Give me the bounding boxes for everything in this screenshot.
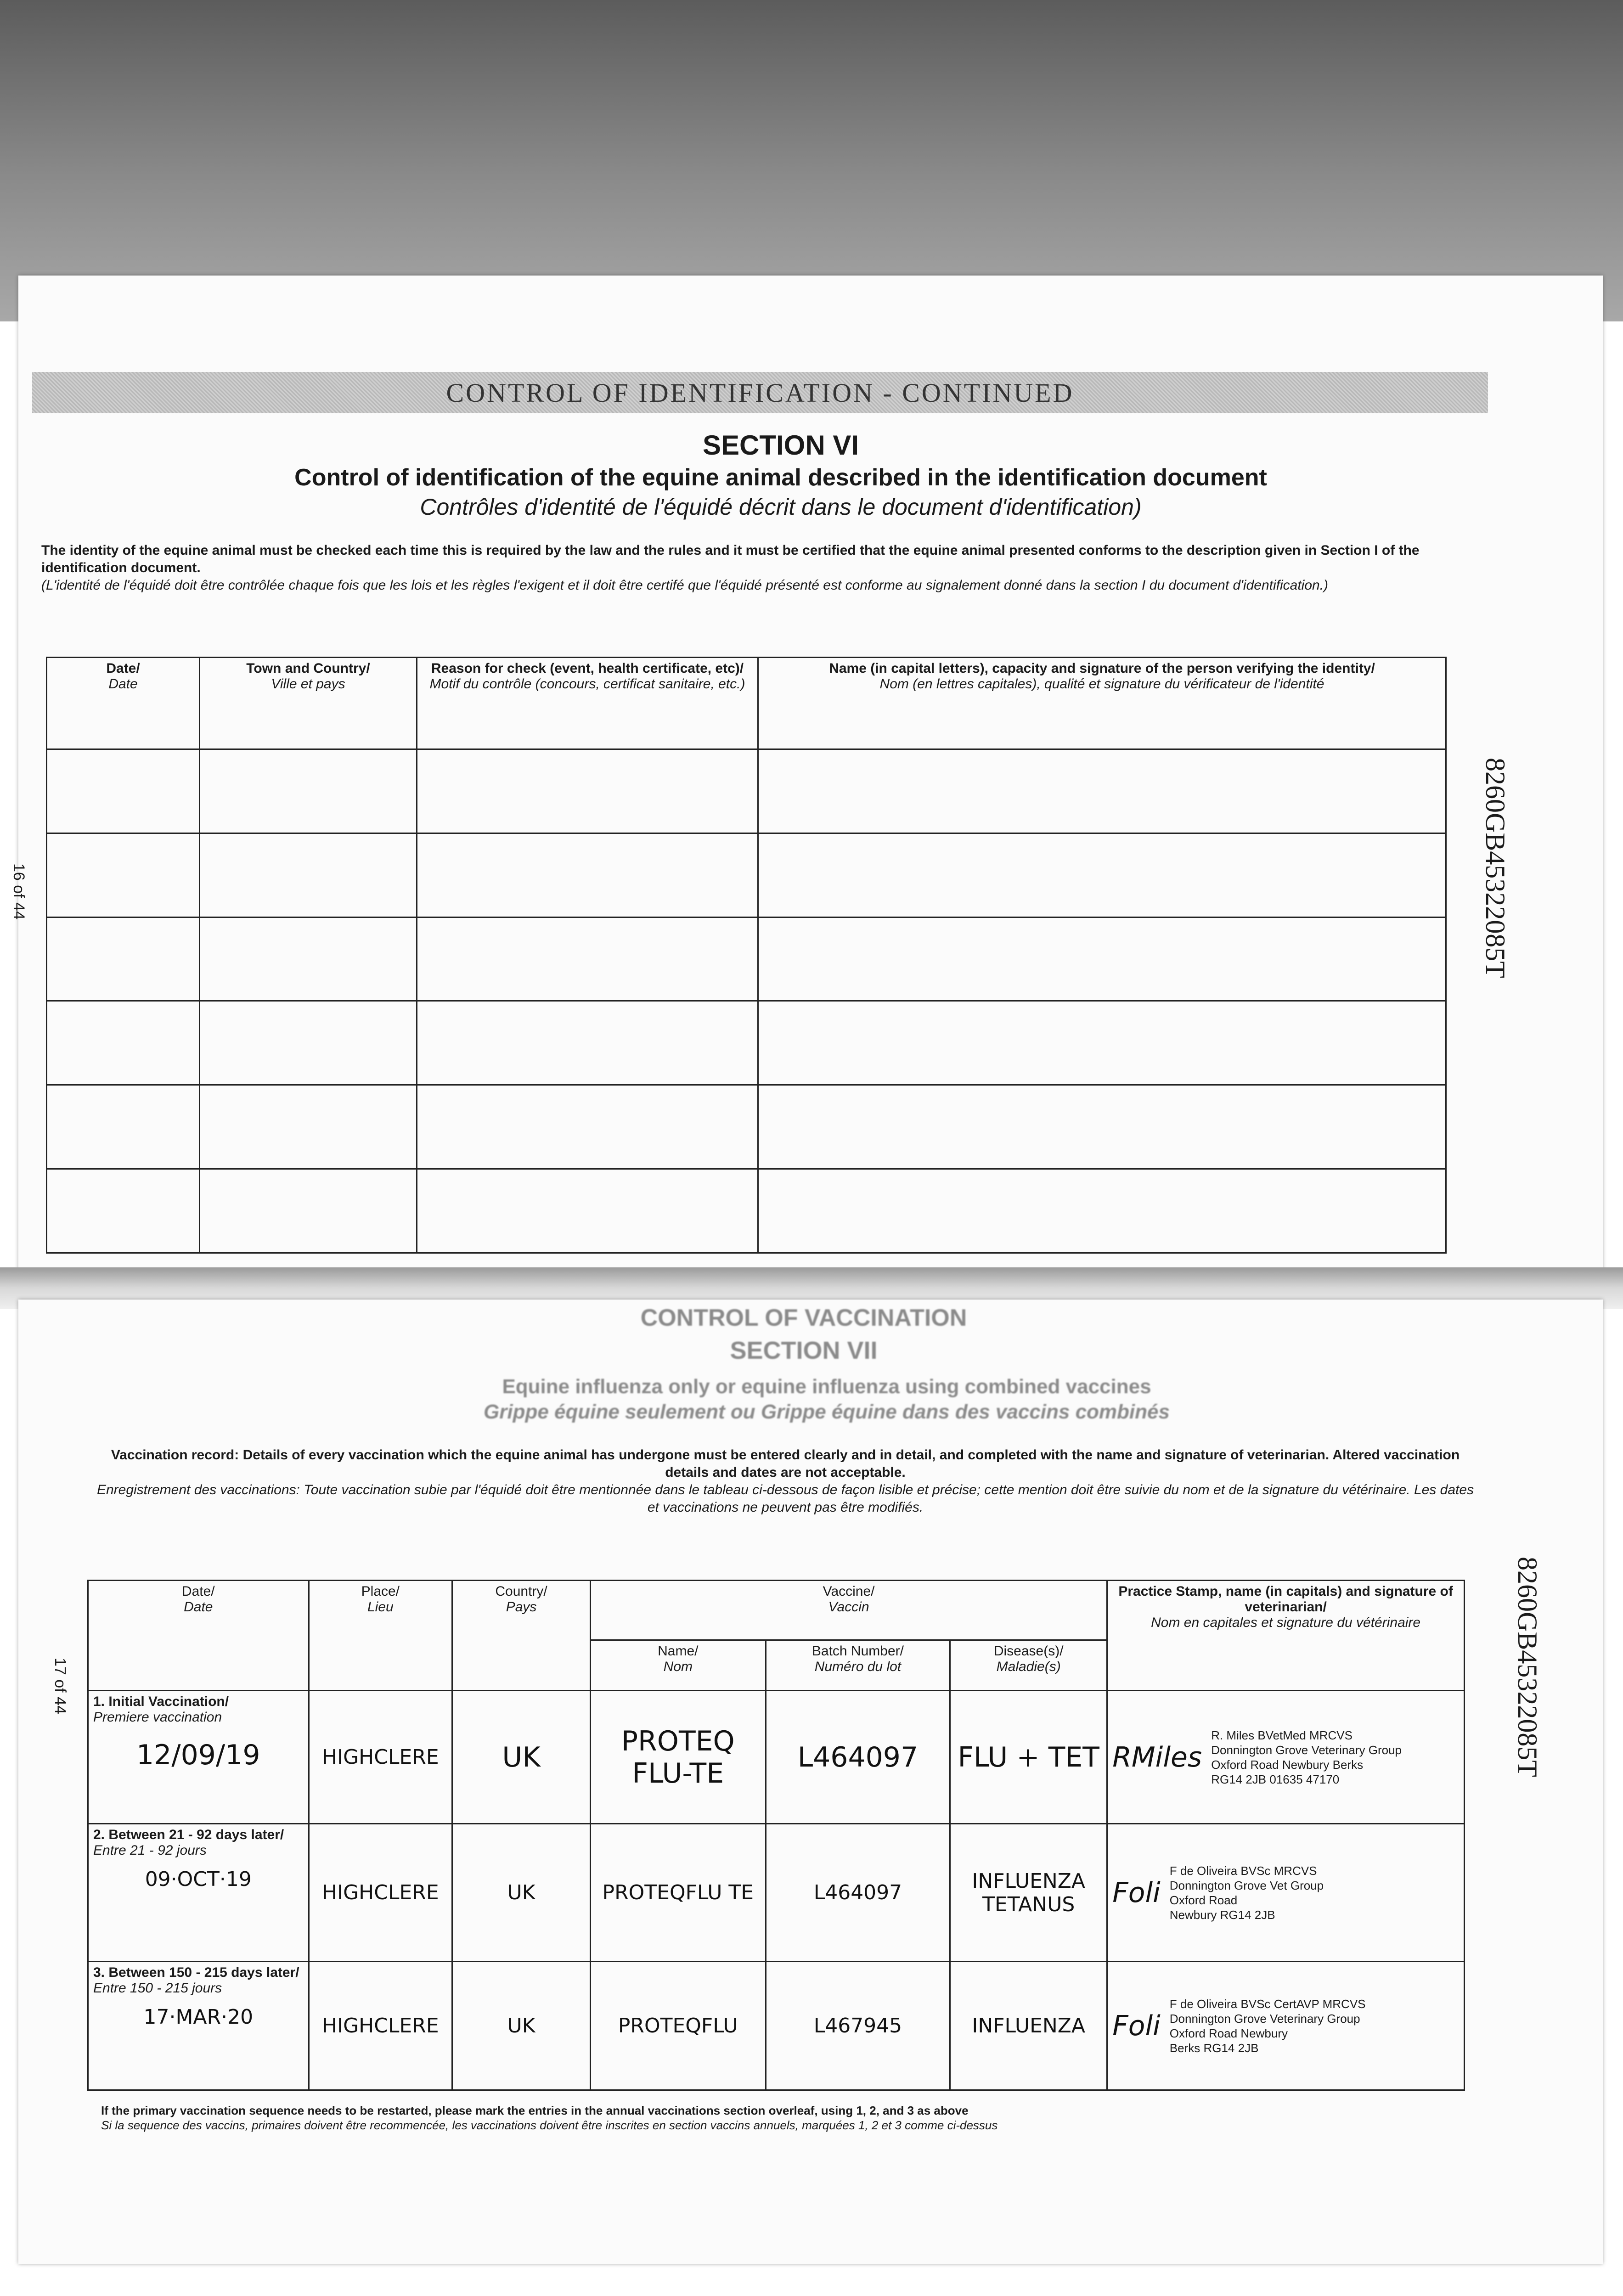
table-cell[interactable]: [758, 1085, 1446, 1169]
handwritten-disease: FLU + TET: [958, 1741, 1099, 1773]
handwritten-disease: INFLUENZA TETANUS: [972, 1869, 1086, 1916]
col-verifier-fr: Nom (en lettres capitales), qualité et signature du vérificateur de l'identité: [879, 676, 1324, 692]
batch-cell[interactable]: [766, 1824, 950, 1962]
table-cell[interactable]: [417, 1085, 758, 1169]
col-stamp-en: Practice Stamp, name (in capitals) and signature of veterinarian/: [1118, 1584, 1453, 1615]
col-batch-number: [766, 1640, 950, 1691]
vaccine-name-cell[interactable]: [590, 1691, 766, 1824]
page-subtitle: Contrôles d'identité de l'équidé décrit dans le document d'identification): [420, 494, 1142, 520]
table-cell[interactable]: [417, 1169, 758, 1253]
disease-cell[interactable]: [950, 1962, 1107, 2090]
table-row: [47, 833, 1446, 917]
stamp-line: Berks RG14 2JB: [1169, 2041, 1259, 2055]
record-label-fr: Enregistrement des vaccinations:: [96, 1482, 300, 1497]
col-reason-fr: Motif du contrôle (concours, certificat sanitaire, etc.): [429, 676, 745, 692]
disease-cell[interactable]: [950, 1691, 1107, 1824]
handwritten-vaccine: PROTEQ FLU-TE: [621, 1725, 735, 1790]
stamp-line: RG14 2JB 01635 47170: [1211, 1772, 1340, 1786]
col-practice-stamp: [1107, 1581, 1465, 1691]
disease-cell[interactable]: [950, 1824, 1107, 1962]
row-label-fr: Entre 21 - 92 jours: [93, 1843, 207, 1858]
col-date: [88, 1581, 309, 1691]
table-row: [47, 749, 1446, 833]
country-cell[interactable]: [452, 1824, 591, 1962]
stamp-cell[interactable]: [1107, 1824, 1465, 1962]
col-batch-fr: Numéro du lot: [814, 1659, 902, 1674]
col-verifier-en: Name (in capital letters), capacity and signature of the person verifying the identity/: [829, 661, 1375, 676]
col-vaccine: [590, 1581, 1107, 1640]
table-row: [88, 1962, 1465, 2090]
col-town-en: Town and Country/: [246, 661, 370, 676]
scan-background: [0, 0, 1623, 321]
table-cell[interactable]: [200, 1169, 417, 1253]
table-row: [47, 1169, 1446, 1253]
handwritten-batch: L467945: [813, 2014, 902, 2037]
col-reason: [417, 658, 758, 749]
identity-check-table: [46, 657, 1447, 1254]
stamp-line: R. Miles BVetMed MRCVS: [1211, 1728, 1352, 1742]
date-cell[interactable]: [88, 1691, 309, 1824]
table-cell[interactable]: [47, 917, 200, 1001]
passport-code: 8260GB45322085T: [1480, 758, 1510, 978]
faded-subtitle: Grippe équine seulement ou Grippe équine dans des vaccins combinés: [484, 1401, 1170, 1423]
identity-instructions-fr: (L'identité de l'équidé doit être contrôlée chaque fois que les lois et les règles l'exigent et il doit être certifé que l'équidé présenté est conforme au signalement donné dans la section I du document d'identification.): [41, 578, 1329, 593]
country-cell[interactable]: [452, 1691, 591, 1824]
handwritten-date: 09·OCT·19: [145, 1868, 252, 1891]
col-place-fr: Lieu: [367, 1599, 394, 1615]
place-cell[interactable]: [309, 1962, 452, 2090]
handwritten-disease: INFLUENZA: [972, 2014, 1086, 2037]
table-cell[interactable]: [417, 749, 758, 833]
stamp-line: Newbury RG14 2JB: [1169, 1908, 1275, 1922]
handwritten-country: UK: [507, 1881, 535, 1904]
date-cell[interactable]: [88, 1824, 309, 1962]
table-row: [47, 1001, 1446, 1085]
identity-instructions: [41, 542, 1465, 594]
col-stamp-fr: Nom en capitales et signature du vétérinaire: [1151, 1615, 1421, 1630]
date-cell[interactable]: [88, 1962, 309, 2090]
country-cell[interactable]: [452, 1962, 591, 2090]
col-vaccine-en: Vaccine/: [823, 1584, 875, 1599]
page-number: 16 of 44: [10, 863, 28, 920]
handwritten-place: HIGHCLERE: [322, 1881, 439, 1904]
faded-section-heading: SECTION VII: [730, 1337, 878, 1364]
footnote-fr: Si la sequence des vaccins, primaires doivent être recommencée, les vaccinations doivent être inscrites en section vaccins annuels, marquées 1, 2 et 3 comme ci-dessus: [101, 2118, 998, 2132]
stamp-line: Oxford Road Newbury: [1169, 2026, 1288, 2040]
table-cell[interactable]: [47, 833, 200, 917]
row-label-en: 1. Initial Vaccination/: [93, 1694, 229, 1709]
table-cell[interactable]: [758, 917, 1446, 1001]
row-label-fr: Premiere vaccination: [93, 1710, 222, 1725]
col-reason-en: Reason for check (event, health certificate, etc)/: [431, 661, 744, 676]
table-header-row: [47, 658, 1446, 749]
table-row: [47, 917, 1446, 1001]
table-cell[interactable]: [200, 1085, 417, 1169]
table-cell[interactable]: [200, 917, 417, 1001]
identity-instructions-en: The identity of the equine animal must be checked each time this is required by the law and the rules and it must be certified that the equine animal presented conforms to the description given in Section I of the identification document.: [41, 543, 1420, 575]
table-cell[interactable]: [47, 1001, 200, 1085]
handwritten-date: 12/09/19: [136, 1739, 260, 1771]
footnote-en: If the primary vaccination sequence needs to be restarted, please mark the entries in the annual vaccinations section overleaf, using 1, 2, and 3 as above: [101, 2104, 969, 2117]
col-name-en: Name/: [658, 1643, 699, 1659]
col-diseases: [950, 1640, 1107, 1691]
place-cell[interactable]: [309, 1691, 452, 1824]
vaccination-table: [87, 1580, 1465, 2091]
col-vaccine-fr: Vaccin: [828, 1599, 869, 1615]
handwritten-place: HIGHCLERE: [322, 2014, 439, 2037]
faded-banner: CONTROL OF VACCINATION: [640, 1305, 967, 1331]
batch-cell[interactable]: [766, 1962, 950, 2090]
section-banner: [32, 372, 1488, 413]
table-cell[interactable]: [47, 1085, 200, 1169]
vet-signature: Foli: [1112, 1876, 1161, 1909]
stamp-line: Oxford Road Newbury Berks: [1211, 1757, 1364, 1772]
col-batch-en: Batch Number/: [812, 1643, 904, 1659]
table-cell[interactable]: [200, 1001, 417, 1085]
stamp-line: Donnington Grove Veterinary Group: [1169, 2011, 1360, 2026]
col-town-country: [200, 658, 417, 749]
stamp-cell[interactable]: [1107, 1691, 1465, 1824]
row-label-en: 2. Between 21 - 92 days later/: [93, 1827, 284, 1842]
vaccine-name-cell[interactable]: [590, 1824, 766, 1962]
col-town-fr: Ville et pays: [271, 676, 345, 692]
handwritten-date: 17·MAR·20: [143, 2005, 254, 2029]
table-row: [47, 1085, 1446, 1169]
stamp-cell[interactable]: [1107, 1962, 1465, 2090]
table-cell[interactable]: [758, 833, 1446, 917]
practice-stamp: [1211, 1728, 1402, 1787]
stamp-line: F de Oliveira BVSc CertAVP MRCVS: [1169, 1997, 1366, 2011]
handwritten-vaccine: PROTEQFLU: [618, 2014, 738, 2037]
table-row: [88, 1824, 1465, 1962]
stamp-line: Oxford Road: [1169, 1893, 1238, 1907]
col-date-fr: Date: [184, 1599, 213, 1615]
col-disease-fr: Maladie(s): [996, 1659, 1061, 1674]
handwritten-vaccine: PROTEQFLU TE: [602, 1881, 754, 1904]
table-cell[interactable]: [758, 1001, 1446, 1085]
handwritten-country: UK: [502, 1741, 541, 1773]
table-cell[interactable]: [417, 833, 758, 917]
col-name-fr: Nom: [663, 1659, 693, 1674]
vaccination-instructions: [96, 1446, 1474, 1516]
footnote: [101, 2103, 1433, 2133]
col-place: [309, 1581, 452, 1691]
col-country-en: Country/: [495, 1584, 547, 1599]
handwritten-country: UK: [507, 2014, 535, 2037]
col-date-fr: Date: [108, 676, 138, 692]
faded-title: Equine influenza only or equine influenza using combined vaccines: [502, 1375, 1151, 1398]
col-verifier: [758, 658, 1446, 749]
table-cell[interactable]: [417, 1001, 758, 1085]
table-cell[interactable]: [758, 1169, 1446, 1253]
table-row: [88, 1691, 1465, 1824]
col-date: [47, 658, 200, 749]
table-header-row: [88, 1581, 1465, 1640]
passport-code: 8260GB45322085T: [1512, 1557, 1543, 1777]
col-country: [452, 1581, 591, 1691]
table-cell[interactable]: [758, 749, 1446, 833]
table-cell[interactable]: [200, 749, 417, 833]
col-disease-en: Disease(s)/: [993, 1643, 1064, 1659]
page-number: 17 of 44: [51, 1658, 69, 1714]
col-place-en: Place/: [361, 1584, 400, 1599]
handwritten-batch: L464097: [797, 1741, 919, 1773]
table-cell[interactable]: [47, 1169, 200, 1253]
row-label-en: 3. Between 150 - 215 days later/: [93, 1965, 299, 1980]
banner-text: CONTROL OF IDENTIFICATION - CONTINUED: [446, 377, 1074, 408]
practice-stamp: [1170, 1997, 1366, 2055]
stamp-line: F de Oliveira BVSc MRCVS: [1169, 1863, 1317, 1878]
vet-signature: RMiles: [1112, 1741, 1202, 1773]
vet-signature: Foli: [1112, 2009, 1161, 2042]
section-heading: SECTION VI: [702, 430, 859, 461]
table-cell[interactable]: [47, 749, 200, 833]
vaccine-name-cell[interactable]: [590, 1962, 766, 2090]
table-cell[interactable]: [200, 833, 417, 917]
handwritten-place: HIGHCLERE: [322, 1745, 439, 1769]
table-cell[interactable]: [417, 917, 758, 1001]
col-vaccine-name: [590, 1640, 766, 1691]
record-label: Vaccination record:: [111, 1447, 239, 1463]
record-text-fr: Toute vaccination subie par l'équidé doit être mentionnée dans le tableau ci-dessous de façon lisible et précise; cette mention doit être suivie du nom et de la signature du vétérinaire. Les dates et vaccinations ne peuvent pas être modifiés.: [304, 1482, 1474, 1515]
col-date-en: Date/: [106, 661, 140, 676]
handwritten-batch: L464097: [813, 1881, 902, 1904]
batch-cell[interactable]: [766, 1691, 950, 1824]
stamp-line: Donnington Grove Vet Group: [1169, 1878, 1324, 1892]
col-date-en: Date/: [181, 1584, 215, 1599]
page-title: Control of identification of the equine animal described in the identification document: [294, 464, 1267, 491]
practice-stamp: [1170, 1863, 1324, 1922]
place-cell[interactable]: [309, 1824, 452, 1962]
row-label-fr: Entre 150 - 215 jours: [93, 1981, 222, 1996]
col-country-fr: Pays: [506, 1599, 537, 1615]
stamp-line: Donnington Grove Veterinary Group: [1211, 1743, 1402, 1757]
record-text-en: Details of every vaccination which the equine animal has undergone must be entered clearly and in detail, and completed with the name and signature of veterinarian. Altered vaccination details and dates are not acceptable.: [242, 1447, 1460, 1480]
